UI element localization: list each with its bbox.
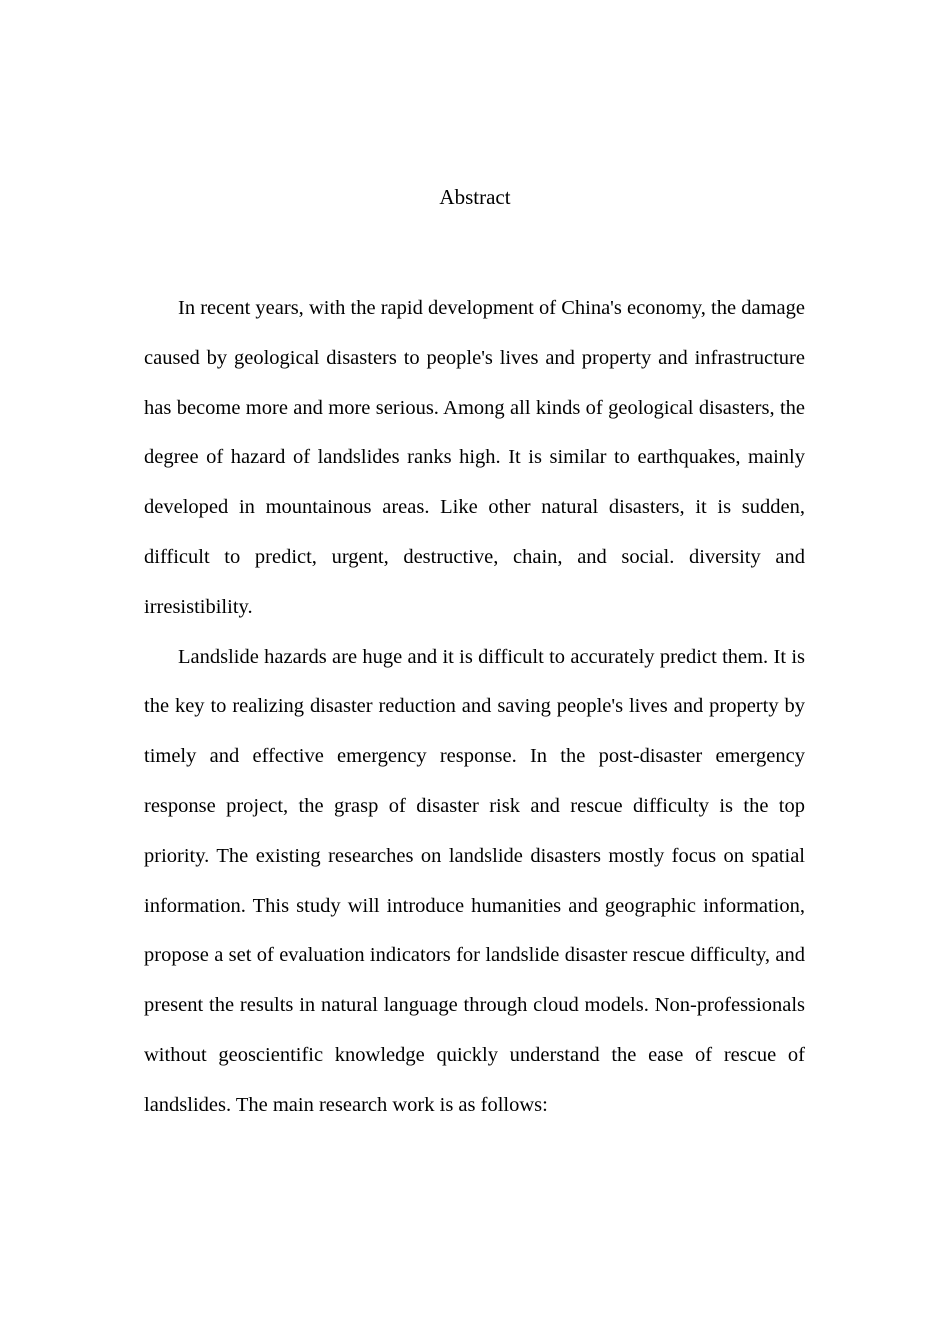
abstract-paragraph-2: Landslide hazards are huge and it is difficult to accurately predict them. It is the key to realizing disaster reduction and saving people's lives and property by timely and effective emergency response. In the post-disaster emergency response project, the grasp of disaster risk and rescue difficulty is the top priority. The existing researches on landslide disasters mostly focus on spatial information. This study will introduce humanities and geographic information, propose a set of evaluation indicators for landslide disaster rescue difficulty, and present the results in natural language through cloud models. Non-professionals without geoscientific knowledge quickly understand the ease of rescue of landslides. The main research work is as follows: — [144, 645, 805, 1116]
page-title: Abstract — [439, 185, 511, 209]
abstract-paragraph-1: In recent years, with the rapid development of China's economy, the damage caused by geological disasters to people's lives and property and infrastructure has become more and more serious. Among all kinds of geological disasters, the degree of hazard of landslides ranks high. It is similar to earthquakes, mainly developed in mountainous areas. Like other natural disasters, it is sudden, difficult to predict, urgent, destructive, chain, and social. diversity and irresistibility. — [144, 297, 805, 618]
abstract-body — [144, 284, 805, 1131]
